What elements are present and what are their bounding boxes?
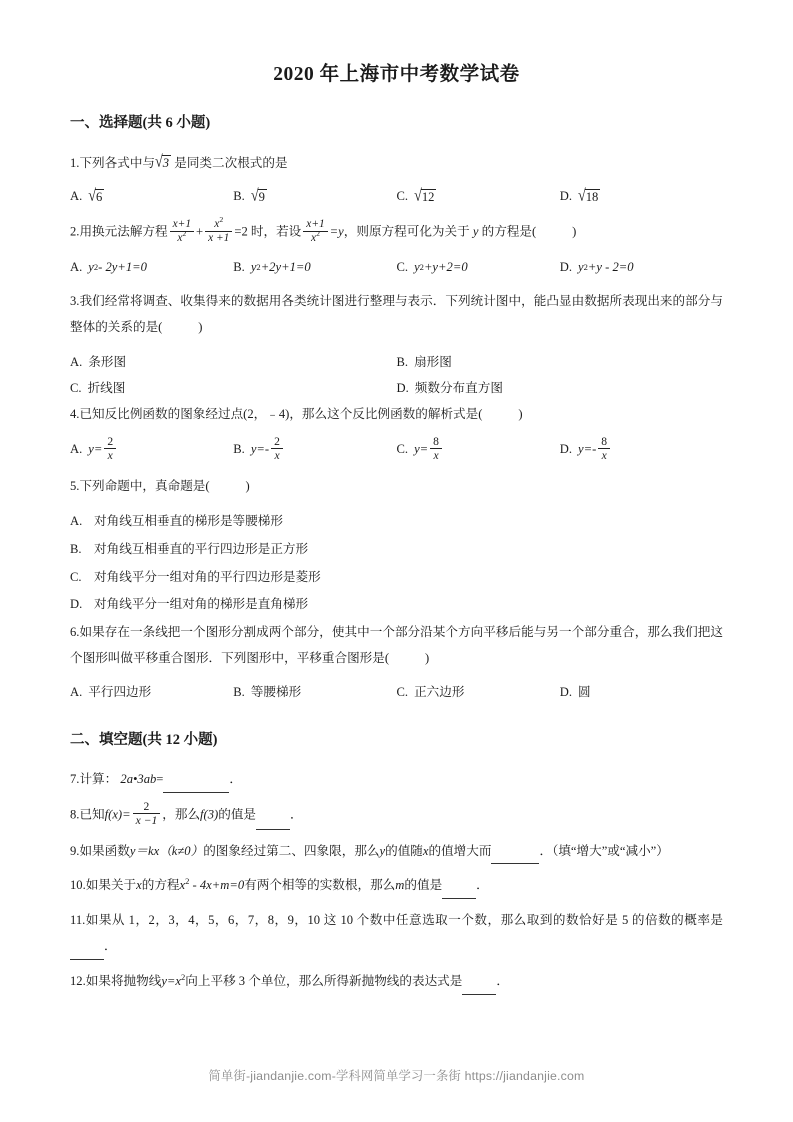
option-c-label: C. (396, 442, 409, 457)
option-d-label: D. (559, 684, 572, 699)
option-b-text: 对角线互相垂直的平行四边形是正方形 (94, 541, 309, 556)
question-2-stem: 2.用换元法解方程 $\frac{x+1}{x^2}$ + $\frac{x^2}{x +1}$ =2 时，若设 $\frac{x+1}{x^2}$ =y，则原方程可化为关于 y 的方程是( ) (70, 214, 577, 244)
option-d-label: D. (559, 189, 572, 204)
question-9-number: 9. (70, 843, 80, 858)
question-2-options (70, 256, 723, 280)
fraction-3-denominator: x (311, 231, 317, 244)
question-12-stem (70, 969, 723, 995)
question-6-options (70, 681, 723, 705)
option-d[interactable] (560, 436, 723, 464)
page-title: 2020 年上海市中考数学试卷 (273, 64, 520, 85)
sqrt-icon (578, 186, 600, 206)
question-3-options (70, 350, 723, 402)
question-10-var-x: x (136, 878, 142, 893)
question-12-text-a: 如果将抛物线 (85, 973, 162, 988)
question-9-text-c: 的值随 (385, 843, 423, 858)
radical-sign-icon: √ (155, 152, 163, 172)
option-a[interactable] (70, 350, 397, 376)
option-c-rest: +y+2=0 (423, 259, 468, 274)
question-2-text-d: 的方程是( (481, 224, 537, 239)
question-4-text-end: ) (518, 406, 523, 421)
option-b[interactable] (233, 681, 396, 705)
question-8-number: 8. (70, 807, 80, 822)
question-12-period: ． (496, 973, 509, 988)
question-7-expression: 2a•3ab (120, 772, 157, 787)
option-b[interactable]: B. y 2 +2y+1=0 (233, 256, 396, 280)
question-9-text-b: 的图象经过第二、四象限，那么 (203, 843, 380, 858)
option-b-var: y (250, 259, 257, 274)
option-a-label: A. (70, 355, 83, 370)
option-d-label: D. (70, 597, 83, 612)
option-d-text: 对角线平分一组对角的梯形是直角梯形 (94, 597, 309, 612)
question-12-number: 12. (70, 973, 86, 988)
fraction-denominator: x −1 (133, 813, 161, 827)
question-9-var-x: x (422, 843, 429, 858)
option-d-label: D. (559, 442, 572, 457)
option-b-label: B. (70, 541, 82, 556)
fraction-numerator: 2 (143, 799, 150, 813)
option-b-label: B. (396, 355, 409, 370)
option-a-text: 平行四边形 (88, 684, 152, 699)
option-d-text: 频数分布直方图 (414, 380, 503, 395)
option-c-label: C. (70, 380, 82, 395)
question-3-stem (70, 289, 723, 341)
question-7-stem (70, 767, 723, 793)
fraction-2-numerator-exp: 2 (219, 214, 224, 224)
sqrt-icon (250, 186, 267, 206)
question-8-fx: f(x)= (104, 807, 131, 822)
option-b-label: B. (233, 684, 245, 699)
option-b[interactable] (70, 537, 723, 563)
question-12-text-b: 向上平移 3 个单位，那么所得新抛物线的表达式是 (185, 973, 463, 988)
question-2-text-e: ) (572, 224, 577, 239)
option-b-numerator: 2 (274, 434, 280, 448)
option-a[interactable] (70, 509, 723, 535)
option-d-label: D. (396, 380, 409, 395)
option-b-value: 9 (258, 189, 265, 204)
option-a-numerator: 2 (107, 434, 114, 448)
option-b-rest: +2y+1=0 (260, 259, 311, 274)
question-9-expression: y＝kx（k≠0） (129, 843, 204, 858)
question-2-number: 2. (70, 224, 80, 239)
option-b[interactable] (233, 185, 396, 209)
radical-sign-icon: √ (250, 186, 259, 206)
fraction-1-numerator: x+1 (172, 217, 191, 230)
question-10-text-b: 的方程 (141, 878, 180, 893)
option-b-text: 等腰梯形 (250, 684, 302, 699)
option-a-label: A. (70, 259, 83, 274)
option-c[interactable]: C. y 2 +y+2=0 (397, 256, 560, 280)
question-10-exp: 2 (185, 876, 190, 887)
fraction-2-denominator: x +1 (205, 231, 232, 245)
option-d-var: y (578, 259, 584, 274)
option-a-label: A. (70, 442, 83, 457)
fraction-1-denominator-exp: 2 (182, 228, 187, 238)
option-d-prefix: y= (578, 442, 593, 457)
question-12-expr: y=x (161, 973, 181, 988)
answer-blank[interactable] (70, 947, 104, 960)
question-3-text: 我们经常将调查、收集得来的数据用各类统计图进行整理与表示．下列统计图中，能凸显由数据所表现出来的部分与整体的关系的是( (70, 294, 723, 335)
question-8-period: ． (290, 807, 303, 822)
question-9-text-d: 的值增大而 (428, 843, 492, 858)
option-d-rest: +y - 2=0 (587, 259, 634, 274)
question-11-text: 如果从 1，2，3，4，5，6，7，8，9，10 这 10 个数中任意选取一个数，那么取到的数恰好是 5 的倍数的概率是 (85, 913, 723, 928)
answer-blank[interactable] (163, 780, 229, 793)
option-c-numerator: 8 (433, 434, 439, 448)
sqrt-icon (414, 186, 436, 206)
fraction-3-denominator-exp: 2 (316, 228, 320, 238)
option-d-sign: - (592, 442, 597, 457)
question-5-text: 下列命题中，真命题是( (79, 479, 210, 494)
question-5-options (70, 509, 723, 618)
option-d-text: 圆 (578, 684, 591, 699)
option-a-prefix: y= (88, 442, 103, 457)
fraction-2-numerator: x (214, 217, 220, 230)
question-1-text-a: 下列各式中与 (79, 155, 156, 170)
page-content (70, 62, 723, 1004)
question-10-expr-b: - 4x+m=0 (189, 878, 245, 893)
option-c-label: C. (396, 684, 409, 699)
question-2-text-c: ，则原方程可化为关于 (343, 224, 470, 239)
fraction-2 (205, 214, 232, 245)
option-b-prefix: y= (250, 442, 265, 457)
option-d[interactable] (560, 185, 723, 209)
question-1-options (70, 185, 723, 209)
sqrt-icon (88, 186, 104, 206)
option-c-fraction (430, 435, 442, 463)
question-9-text-a: 如果函数 (79, 843, 130, 858)
option-b[interactable] (233, 436, 396, 464)
question-5-text-end: ) (245, 479, 250, 494)
option-d-denominator: x (598, 448, 610, 462)
footer-watermark: 简单街-jiandanjie.com-学科网简单学习一条街 https://jiandanjie.com (208, 1069, 585, 1083)
option-c-text: 正六边形 (414, 684, 465, 699)
question-12-exp: 2 (181, 971, 186, 982)
question-4-stem (70, 402, 723, 428)
option-a-denominator: x (104, 448, 116, 462)
question-11-stem (70, 908, 723, 960)
option-c[interactable] (70, 376, 397, 402)
question-1-stem (70, 151, 723, 177)
question-2-var-y: y (472, 224, 479, 239)
option-a-label: A. (70, 513, 83, 528)
option-d-value: 18 (585, 189, 599, 204)
option-d-numerator: 8 (601, 434, 608, 448)
option-d[interactable] (397, 376, 724, 402)
option-d[interactable]: D. y 2 +y - 2=0 (560, 256, 723, 280)
question-1-text-b: 是同类二次根式的是 (174, 155, 288, 170)
radical-sign-icon: √ (578, 186, 586, 206)
question-3-number: 3. (70, 294, 80, 309)
question-6-text: 如果存在一条线把一个图形分割成两个部分，使其中一个部分沿某个方向平移后能与另一个部分重合，那么我们把这个图形叫做平移重合图形．下列图形中，平移重合图形是( (70, 625, 723, 666)
option-a[interactable]: A. y 2 - 2y+1=0 (70, 256, 233, 280)
option-a[interactable] (70, 185, 233, 209)
option-b-fraction (271, 435, 283, 463)
answer-blank[interactable] (462, 982, 496, 995)
fraction-3 (303, 218, 327, 245)
radical-sign-icon: √ (414, 186, 422, 206)
option-c-prefix: y= (414, 442, 429, 457)
radical-sign-icon: √ (88, 186, 96, 206)
option-a-rest: - 2y+1=0 (98, 259, 147, 274)
question-10-stem (70, 873, 723, 899)
question-3-text-end: ) (198, 320, 203, 335)
option-b-denominator: x (271, 448, 283, 462)
question-5-stem (70, 474, 723, 500)
fraction (133, 800, 161, 828)
question-9-stem (70, 839, 723, 865)
option-a-value: 6 (96, 189, 103, 204)
section-heading-choice: 一、选择题(共 6 小题) (70, 115, 211, 132)
option-b[interactable] (397, 350, 724, 376)
sqrt-3 (155, 152, 171, 172)
option-c-value: 12 (421, 189, 435, 204)
question-7-text-a: 计算： (79, 772, 118, 787)
option-c-label: C. (396, 259, 409, 274)
question-6-stem (70, 620, 723, 672)
question-11-number: 11. (70, 913, 86, 928)
question-5-number: 5. (70, 479, 80, 494)
question-4-number: 4. (70, 406, 80, 421)
question-10-expr-a: x (179, 878, 186, 893)
option-c-denominator: x (430, 448, 442, 462)
question-8-stem (70, 799, 723, 830)
question-10-period: ． (476, 878, 489, 893)
option-d[interactable] (70, 592, 723, 618)
option-b-label: B. (233, 442, 245, 457)
fraction-1 (170, 218, 194, 245)
option-c[interactable] (397, 436, 560, 464)
option-d-fraction (598, 435, 610, 463)
question-10-var-m: m (395, 878, 405, 893)
question-10-text-c: 有两个相等的实数根，那么 (244, 878, 396, 893)
option-c[interactable] (70, 565, 723, 591)
question-9-text-end: ．（填“增大”或“减小”） (539, 843, 669, 858)
question-7-period: ． (229, 772, 242, 787)
radicand-value: 3 (162, 156, 170, 171)
question-7-equals: = (156, 772, 164, 787)
fraction-1-denominator: x (177, 231, 183, 244)
option-b-label: B. (233, 259, 245, 274)
question-8-f3: f(3) (200, 807, 219, 822)
answer-blank[interactable] (256, 817, 290, 830)
question-10-number: 10. (70, 878, 86, 893)
question-8-text-a: 已知 (79, 807, 105, 822)
answer-blank[interactable] (442, 886, 476, 899)
question-9-var-y: y (379, 843, 386, 858)
question-4-text: 已知反比例函数的图象经过点(2，﹣4)，那么这个反比例函数的解析式是( (79, 406, 483, 421)
option-c[interactable] (397, 681, 560, 705)
option-c-text: 对角线平分一组对角的平行四边形是菱形 (94, 569, 321, 584)
option-b-text: 扇形图 (414, 355, 452, 370)
option-c-text: 折线图 (87, 380, 126, 395)
option-a-text: 条形图 (88, 355, 127, 370)
option-a-fraction (104, 435, 116, 463)
question-11-period: ． (104, 938, 117, 953)
answer-blank[interactable] (491, 851, 539, 864)
section-heading-fill-blank: 二、填空题(共 12 小题) (70, 731, 218, 748)
question-10-text-a: 如果关于 (85, 878, 137, 893)
option-b-sign: - (264, 442, 270, 457)
question-10-text-d: 的值是 (404, 878, 443, 893)
question-1-number: 1. (70, 155, 80, 170)
option-c[interactable] (397, 185, 560, 209)
option-d-label: D. (559, 259, 572, 274)
question-2-text-b: =2 时，若设 (234, 224, 302, 239)
question-6-number: 6. (70, 625, 80, 640)
option-a[interactable] (70, 436, 233, 464)
option-c-label: C. (70, 569, 82, 584)
question-7-number: 7. (70, 772, 80, 787)
option-a[interactable] (70, 681, 233, 705)
question-4-options (70, 436, 723, 464)
option-a-var: y (88, 259, 94, 274)
option-b-label: B. (233, 189, 245, 204)
question-2-text-a: 用换元法解方程 (79, 224, 168, 239)
option-a-label: A. (70, 684, 83, 699)
question-2-eq-y: =y (329, 224, 344, 239)
option-d[interactable] (560, 681, 723, 705)
fraction-3-numerator: x+1 (306, 217, 325, 230)
question-6-text-end: ) (424, 651, 430, 666)
option-a-label: A. (70, 189, 83, 204)
option-c-var: y (414, 259, 420, 274)
option-c-label: C. (396, 189, 409, 204)
question-8-text-c: 的值是 (218, 807, 257, 822)
question-8-text-b: ，那么 (162, 807, 201, 822)
option-a-text: 对角线互相垂直的梯形是等腰梯形 (94, 513, 283, 528)
